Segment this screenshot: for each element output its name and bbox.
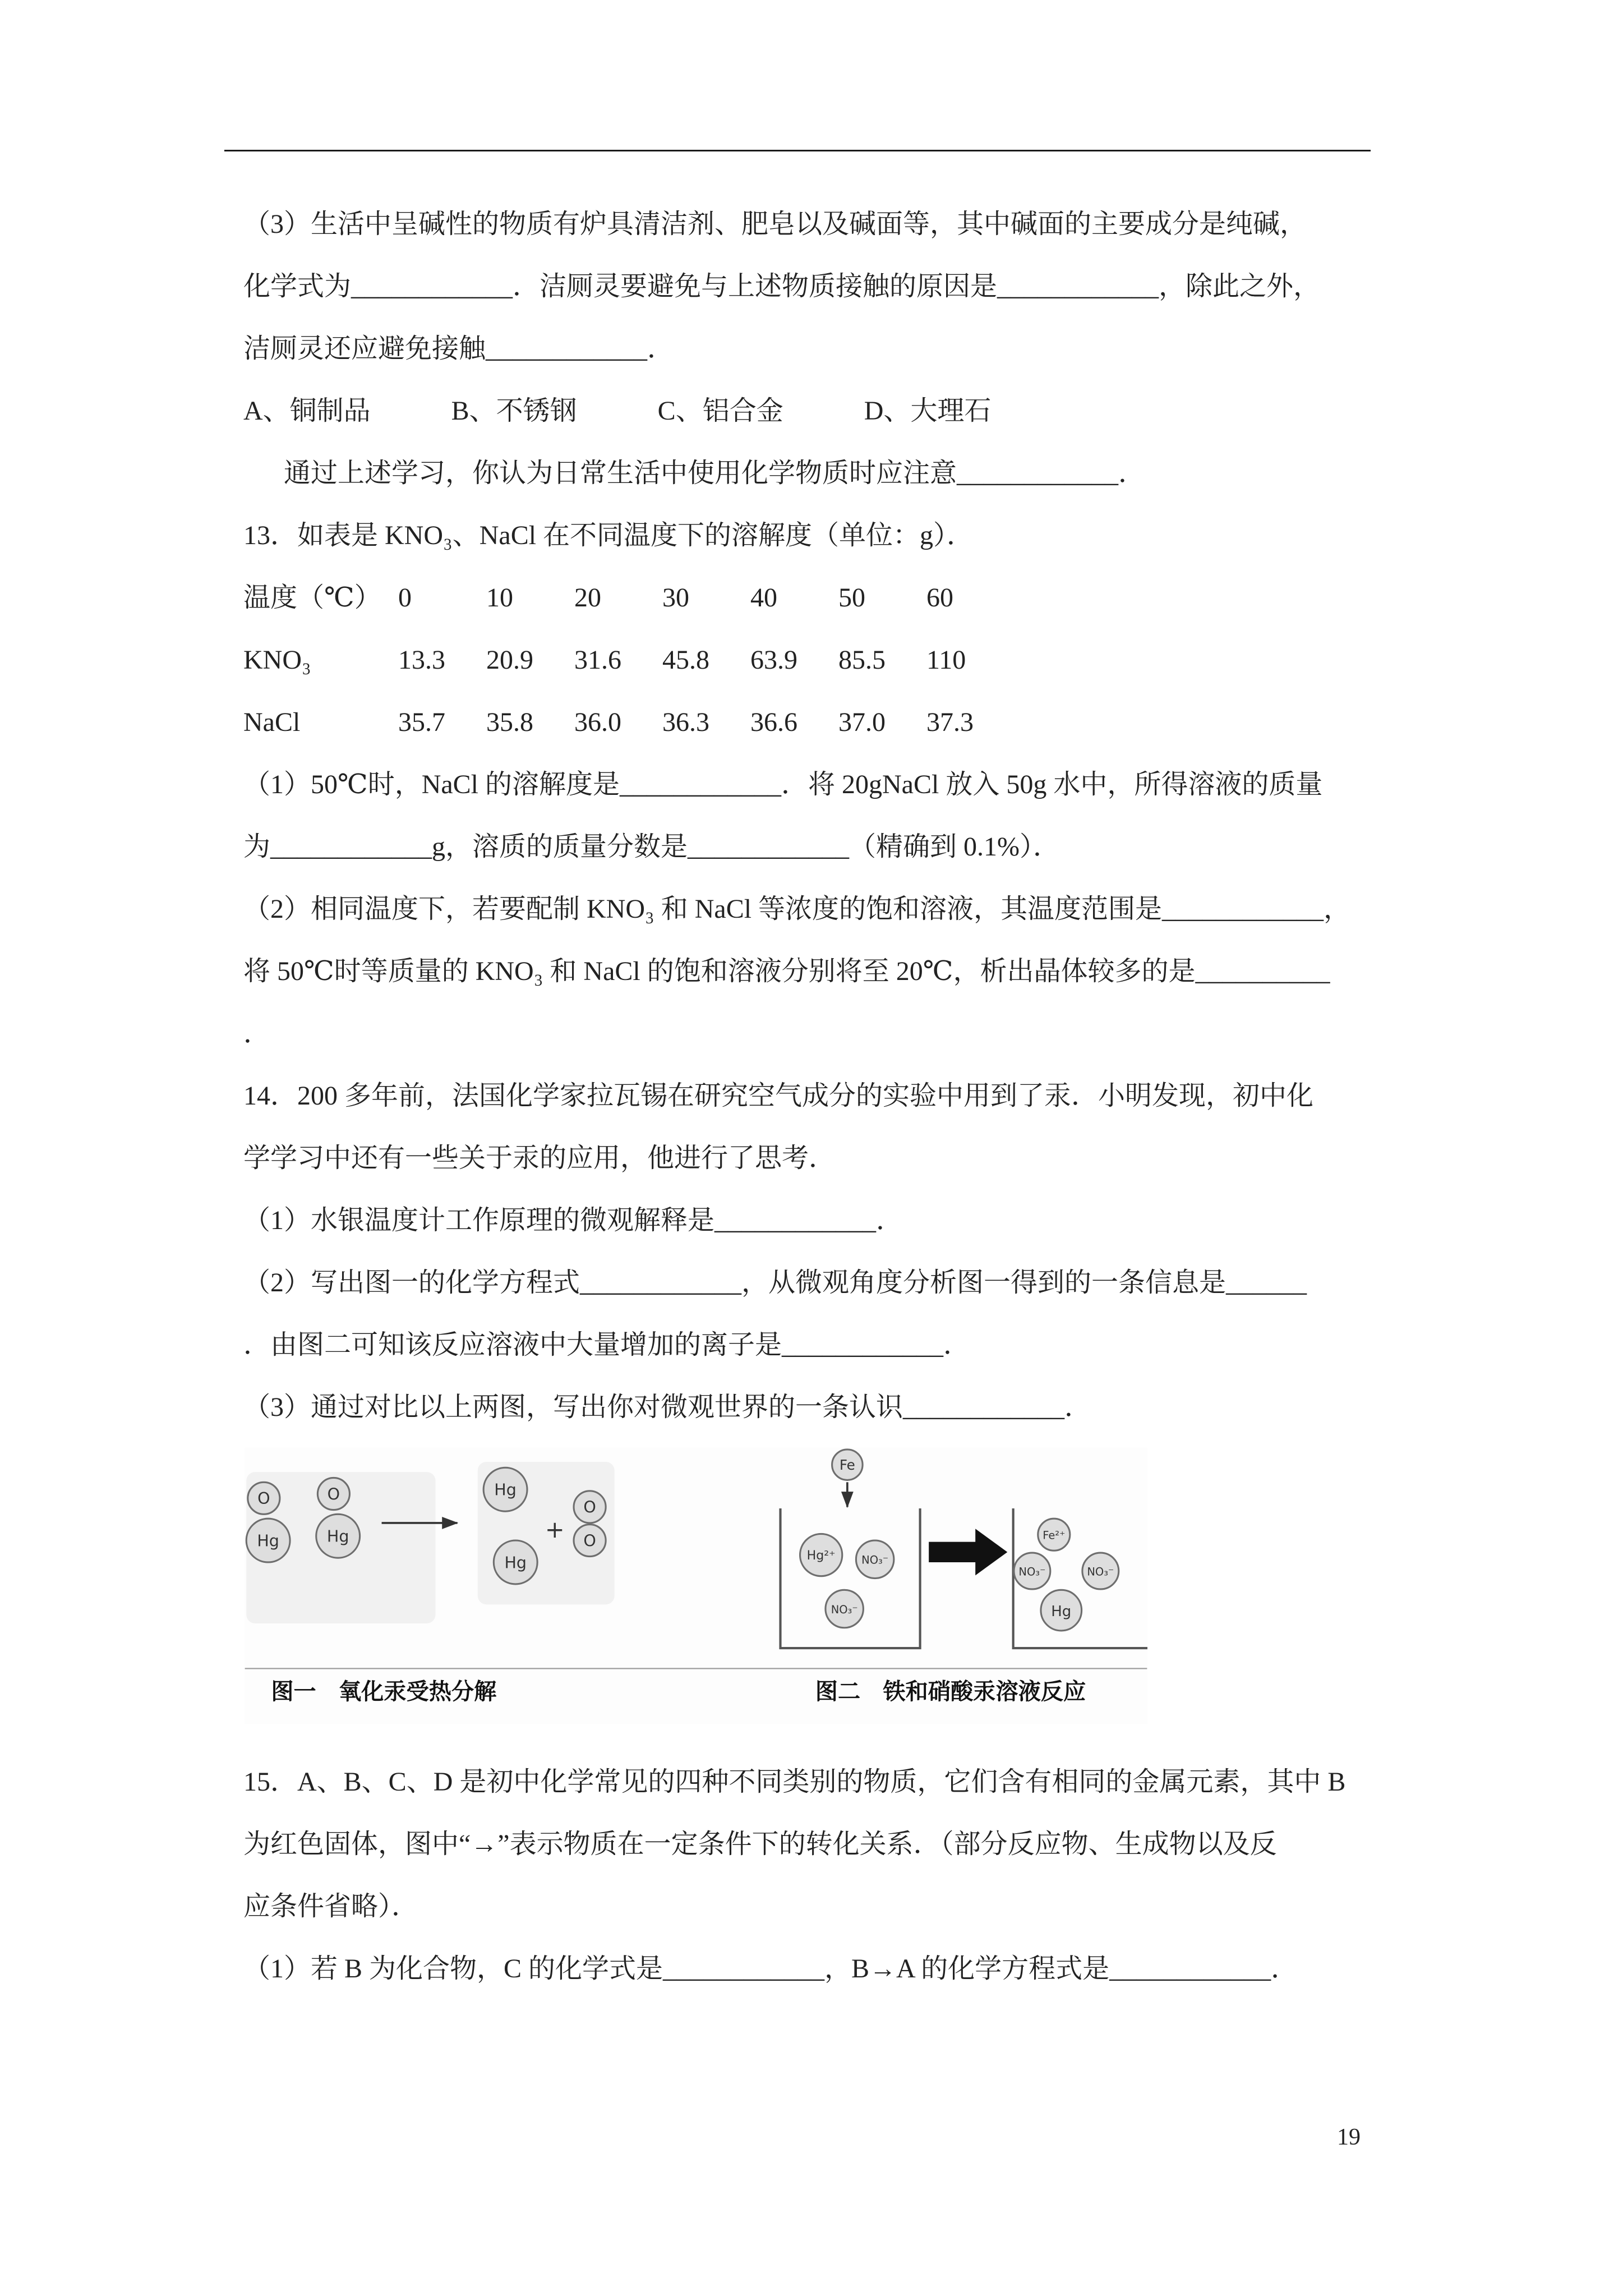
- table-row-temperature: [243, 567, 1015, 629]
- mercury-label: Hg: [326, 1527, 349, 1546]
- nitrate-ion-label: NO₃⁻: [1087, 1565, 1114, 1579]
- table-cell: 35.8: [486, 707, 533, 737]
- table-cell: 37.0: [838, 707, 886, 737]
- q12-option-row: A、铜制品 B、不锈钢 C、铝合金 D、大理石: [243, 396, 992, 426]
- table-cell: 85.5: [838, 645, 886, 675]
- mercury-label: Hg: [257, 1531, 279, 1550]
- q13-intro: 13．如表是 KNO₃、NaCl 在不同温度下的溶解度（单位：g）．: [243, 521, 974, 550]
- molecular-diagram: [245, 1447, 1147, 1724]
- text-line-q14-sub1: （1）水银温度计工作原理的微观解释是____________．: [243, 1205, 903, 1235]
- table-cell: 37.3: [926, 707, 974, 737]
- text-line-q12-3-2: 化学式为____________．洁厕灵要避免与上述物质接触的原因是____________，除此之外，: [243, 272, 1321, 301]
- nitrate-ion-label: NO₃⁻: [831, 1603, 858, 1616]
- iron-label: Fe: [839, 1457, 855, 1474]
- reaction-figure: [245, 1447, 1147, 1724]
- mercury-label: Hg: [504, 1553, 527, 1572]
- oxygen-label: O: [327, 1485, 340, 1504]
- fig2-caption: 图二 铁和硝酸汞溶液反应: [815, 1678, 1086, 1704]
- table-row-nacl: [243, 691, 1015, 753]
- table-row-kno3: [243, 629, 1015, 691]
- mercury-label: Hg: [494, 1480, 517, 1499]
- text-line-q14-2: 学学习中还有一些关于汞的应用，他进行了思考．: [243, 1143, 836, 1173]
- text-line-q13-2-3: ．: [243, 1019, 271, 1048]
- table-cell: 10: [486, 583, 513, 613]
- table-cell: 13.3: [398, 645, 445, 675]
- nitrate-ion-label: NO₃⁻: [861, 1553, 889, 1567]
- table-cell: 60: [926, 583, 953, 613]
- table-cell: 110: [926, 645, 966, 675]
- text-line-q12-3-1: （3）生活中呈碱性的物质有炉具清洁剂、肥皂以及碱面等，其中碱面的主要成分是纯碱，: [243, 209, 1307, 239]
- oxygen-label: O: [257, 1489, 270, 1508]
- table-cell: 20: [574, 583, 601, 613]
- solubility-table: [243, 567, 1015, 753]
- text-line-q12-3-3: 洁厕灵还应避免接触____________．: [243, 334, 675, 364]
- text-line-q13-1-2: 为____________g，溶质的质量分数是____________（精确到 0.1%）．: [243, 832, 1060, 862]
- nitrate-ion-label: NO₃⁻: [1018, 1565, 1046, 1579]
- oxygen-label: O: [583, 1498, 596, 1517]
- text-line-q15-1: 15．A、B、C、D 是初中化学常见的四种不同类别的物质，它们含有相同的金属元素，其中 B: [243, 1767, 1346, 1797]
- text-line-q13-2-2: 将 50℃时等质量的 KNO₃ 和 NaCl 的饱和溶液分别将至 20℃，析出晶体较多的是__________: [243, 956, 1330, 986]
- text-line-q14-sub2-1: （2）写出图一的化学方程式____________，从微观角度分析图一得到的一条信息是______: [243, 1268, 1307, 1297]
- table-cell: NaCl: [243, 707, 301, 737]
- table-cell: 温度（℃）: [243, 583, 381, 613]
- fig2-solution-reaction-diagram: [780, 1450, 1147, 1648]
- fig1-decomposition-diagram: [246, 1462, 614, 1623]
- table-cell: KNO₃: [243, 645, 311, 675]
- text-line-q12-summary: 通过上述学习，你认为日常生活中使用化学物质时应注意____________．: [284, 458, 1146, 488]
- mercury-ion-label: Hg²⁺: [806, 1548, 836, 1563]
- text-line-q13-2-1: （2）相同温度下，若要配制 KNO₃ 和 NaCl 等浓度的饱和溶液，其温度范围是____________，: [243, 894, 1351, 924]
- table-cell: 30: [662, 583, 689, 613]
- text-line-q15-sub1: （1）若 B 为化合物，C 的化学式是____________，B→A 的化学方程式是____________．: [243, 1954, 1298, 1984]
- table-cell: 40: [750, 583, 777, 613]
- plus-sign: +: [545, 1515, 565, 1543]
- table-cell: 45.8: [662, 645, 709, 675]
- table-cell: 36.0: [574, 707, 621, 737]
- text-line-q14-sub3: （3）通过对比以上两图，写出你对微观世界的一条认识____________．: [243, 1392, 1092, 1422]
- table-cell: 36.6: [750, 707, 797, 737]
- mercury-label: Hg: [1051, 1603, 1072, 1620]
- text-line-q14-1: 14．200 多年前，法国化学家拉瓦锡在研究空气成分的实验中用到了汞．小明发现，初中化: [243, 1081, 1314, 1111]
- table-cell: 20.9: [486, 645, 533, 675]
- table-cell: 31.6: [574, 645, 621, 675]
- fig1-caption: 图一 氧化汞受热分解: [271, 1678, 497, 1704]
- iron-ion-label: Fe²⁺: [1043, 1529, 1066, 1542]
- table-cell: 35.7: [398, 707, 445, 737]
- table-cell: 63.9: [750, 645, 797, 675]
- page-content: [243, 193, 1384, 2000]
- block-arrow-icon: [929, 1529, 1007, 1575]
- text-line-q15-3: 应条件省略）．: [243, 1892, 419, 1921]
- table-cell: 50: [838, 583, 865, 613]
- table-cell: 0: [398, 583, 412, 613]
- header-rule: [224, 150, 1371, 151]
- table-cell: 36.3: [662, 707, 709, 737]
- text-line-q14-sub2-2: ．由图二可知该反应溶液中大量增加的离子是____________．: [243, 1330, 971, 1360]
- oxygen-label: O: [583, 1531, 596, 1550]
- page-number: 19: [1337, 2124, 1361, 2150]
- text-line-q15-2: 为红色固体，图中“→”表示物质在一定条件下的转化关系．（部分反应物、生成物以及反: [243, 1829, 1277, 1859]
- text-line-q13-1-1: （1）50℃时，NaCl 的溶解度是____________．将 20gNaCl 放入 50g 水中，所得溶液的质量: [243, 770, 1323, 799]
